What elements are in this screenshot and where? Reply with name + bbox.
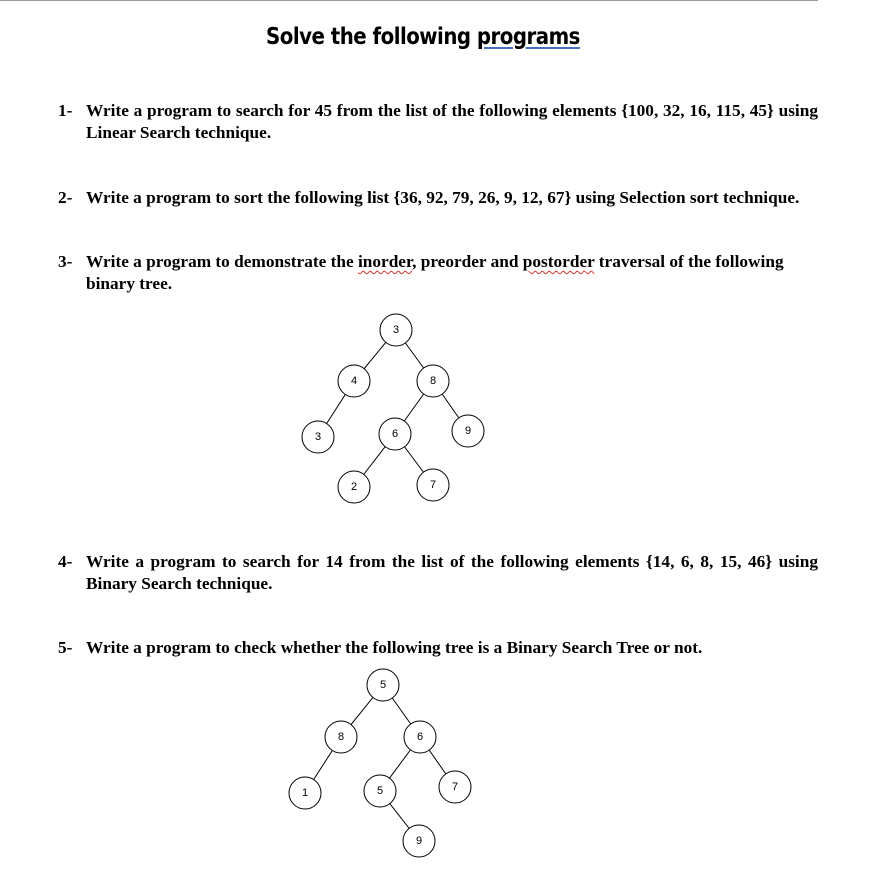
svg-text:2: 2	[350, 481, 358, 493]
svg-text:1: 1	[301, 787, 309, 799]
svg-text:9: 9	[415, 835, 423, 847]
tree-node	[338, 471, 370, 503]
svg-text:3: 3	[314, 431, 322, 443]
svg-text:7: 7	[451, 781, 459, 793]
tree-node	[379, 418, 411, 450]
svg-text:4: 4	[350, 375, 358, 387]
question-text: Write a program to demonstrate the inorder, preorder and postorder traversal of the following binary tree.	[86, 252, 784, 293]
tree-node	[380, 314, 412, 346]
svg-text:5: 5	[376, 785, 384, 797]
tree-edges	[305, 685, 455, 841]
binary-tree-2	[0, 665, 520, 865]
tree-node	[404, 721, 436, 753]
tree-edges	[318, 330, 468, 487]
svg-text:6: 6	[391, 428, 399, 440]
svg-text:7: 7	[429, 479, 437, 491]
svg-text:9: 9	[464, 425, 472, 437]
svg-text:8: 8	[337, 731, 345, 743]
question-text: Write a program to search for 45 from the list of the following elements {100, 32, 16, 115, 45} using Linear Search technique.	[86, 101, 818, 142]
question-3	[58, 251, 818, 295]
svg-text:3: 3	[392, 324, 400, 336]
tree-node	[403, 825, 435, 857]
question-number: 3-	[58, 252, 73, 271]
title-underlined-word: programs	[476, 24, 580, 50]
binary-tree-1	[0, 310, 520, 510]
tree-node	[452, 415, 484, 447]
tree-node	[364, 775, 396, 807]
tree-node	[325, 721, 357, 753]
tree-node	[338, 365, 370, 397]
svg-text:6: 6	[416, 731, 424, 743]
svg-text:8: 8	[429, 375, 437, 387]
question-number: 4-	[58, 552, 73, 571]
tree-node	[302, 421, 334, 453]
question-text: Write a program to check whether the following tree is a Binary Search Tree or not.	[86, 638, 703, 657]
tree-node	[289, 777, 321, 809]
question-text: Write a program to search for 14 from the list of the following elements {14, 6, 8, 15, 46} using Binary Search technique.	[86, 552, 818, 593]
spellcheck-word: postorder	[522, 252, 595, 271]
tree-node	[367, 669, 399, 701]
question-4	[58, 551, 818, 595]
question-1	[58, 100, 818, 144]
question-number: 5-	[58, 638, 73, 657]
top-rule	[0, 0, 818, 1]
tree-node	[439, 771, 471, 803]
spellcheck-word: inorder	[357, 252, 413, 271]
svg-text:5: 5	[379, 679, 387, 691]
question-2	[58, 187, 818, 209]
question-5	[58, 637, 818, 659]
question-number: 1-	[58, 101, 73, 120]
question-number: 2-	[58, 188, 73, 207]
question-text: Write a program to sort the following list {36, 92, 79, 26, 9, 12, 67} using Selection sort technique.	[86, 188, 800, 207]
tree-node	[417, 365, 449, 397]
page-title: Solve the following programs	[266, 24, 580, 50]
tree-node	[417, 469, 449, 501]
